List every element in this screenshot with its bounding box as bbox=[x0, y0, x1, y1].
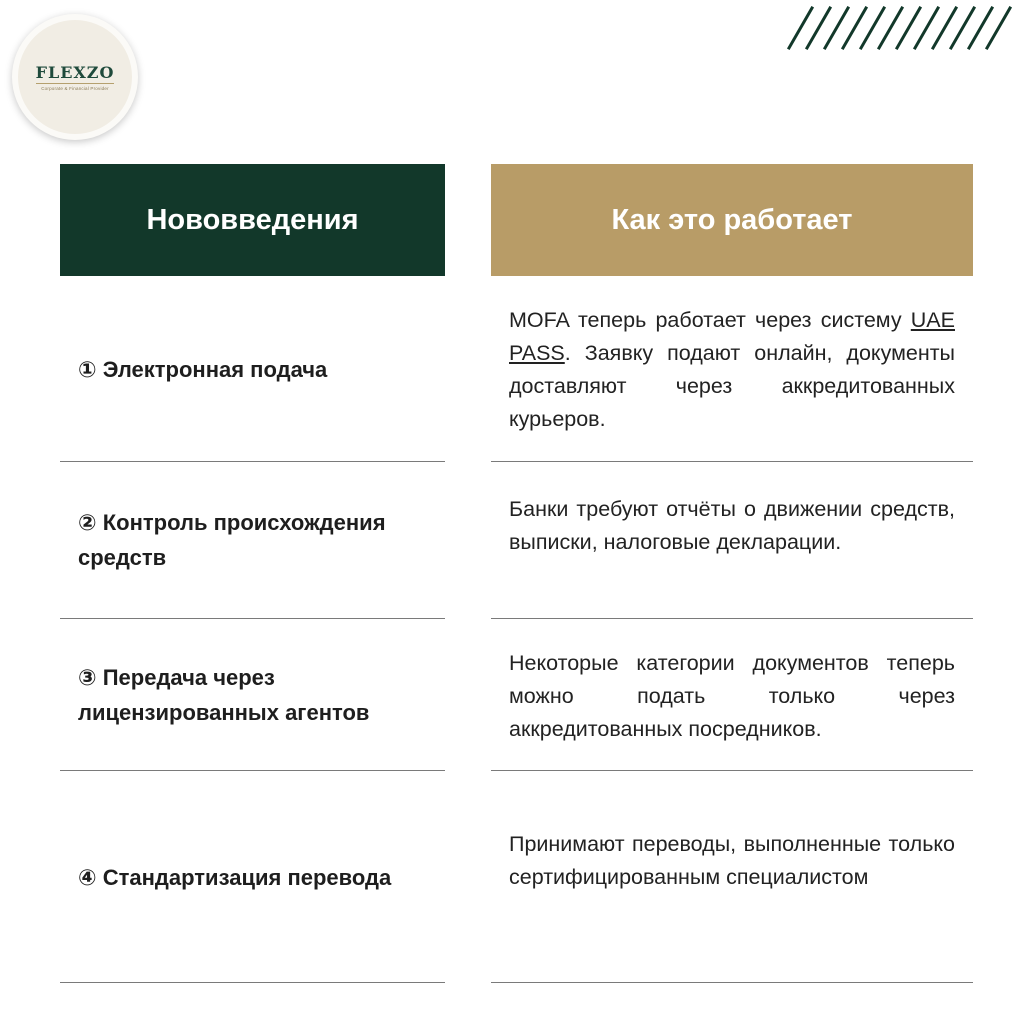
uae-pass-link[interactable]: UAE PASS bbox=[509, 308, 955, 365]
row-4-description: Принимают переводы, выполненные только сертифицированным специалистом bbox=[509, 832, 955, 889]
row-1-divider-right bbox=[491, 461, 973, 462]
row-2-description: Банки требуют отчёты о движении средств, выписки, налоговые декларации. bbox=[509, 497, 955, 554]
row-1-text-end: . Заявку подают онлайн, документы доставляют через аккредитованных курьеров. bbox=[509, 341, 955, 431]
logo-tagline: Corporate & Financial Provider bbox=[41, 86, 109, 91]
column-header-innovations: Нововведения bbox=[60, 164, 445, 276]
row-2-divider-right bbox=[491, 618, 973, 619]
row-3-divider-right bbox=[491, 770, 973, 771]
row-2-title: ② Контроль происхождения средств bbox=[78, 510, 386, 570]
row-1-title: ① Электронная подача bbox=[78, 356, 328, 382]
row-1-description bbox=[491, 304, 973, 436]
row-3-description: Некоторые категории документов теперь можно подать только через аккредитованных посредников. bbox=[509, 651, 955, 741]
decorative-stripes-icon bbox=[785, 6, 1015, 52]
row-4-title: ④ Стандартизация перевода bbox=[78, 864, 392, 890]
column-header-how-it-works: Как это работает bbox=[491, 164, 973, 276]
logo-badge bbox=[12, 14, 138, 140]
row-4-divider-left bbox=[60, 982, 445, 983]
row-1-text-start: MOFA теперь работает через систему bbox=[509, 308, 911, 332]
logo-wordmark: FLEXZO bbox=[35, 63, 115, 82]
row-4-divider-right bbox=[491, 982, 973, 983]
row-3-title: ③ Передача через лицензированных агентов bbox=[78, 664, 370, 725]
logo-inner bbox=[18, 20, 132, 134]
